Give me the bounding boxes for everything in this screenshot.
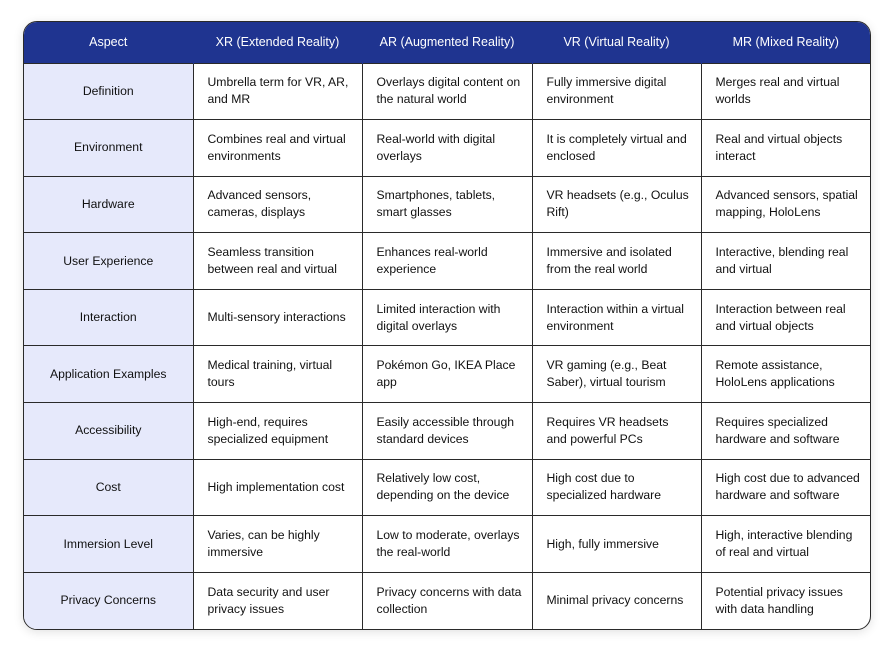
table-cell: Real-world with digital overlays [362, 120, 532, 177]
header-ar: AR (Augmented Reality) [362, 22, 532, 63]
table-cell: Requires specialized hardware and software [701, 403, 870, 460]
table-cell: Fully immersive digital environment [532, 63, 701, 120]
table-row [24, 516, 870, 573]
table-cell: Seamless transition between real and virtual [193, 233, 362, 290]
table-row [24, 459, 870, 516]
table-cell: It is completely virtual and enclosed [532, 120, 701, 177]
table-cell: Interactive, blending real and virtual [701, 233, 870, 290]
table-cell: Interaction between real and virtual objects [701, 289, 870, 346]
table-cell: Privacy concerns with data collection [362, 572, 532, 629]
table-row [24, 233, 870, 290]
table-cell: Relatively low cost, depending on the device [362, 459, 532, 516]
comparison-table [24, 22, 870, 629]
table-cell: Interaction within a virtual environment [532, 289, 701, 346]
table-cell: Potential privacy issues with data handling [701, 572, 870, 629]
row-aspect-label: Immersion Level [24, 516, 193, 573]
table-cell: Smartphones, tablets, smart glasses [362, 176, 532, 233]
table-cell: Low to moderate, overlays the real-world [362, 516, 532, 573]
header-xr: XR (Extended Reality) [193, 22, 362, 63]
row-aspect-label: Privacy Concerns [24, 572, 193, 629]
row-aspect-label: Application Examples [24, 346, 193, 403]
table-cell: Advanced sensors, cameras, displays [193, 176, 362, 233]
row-aspect-label: User Experience [24, 233, 193, 290]
table-cell: High, interactive blending of real and virtual [701, 516, 870, 573]
table-cell: Data security and user privacy issues [193, 572, 362, 629]
table-cell: Minimal privacy concerns [532, 572, 701, 629]
table-cell: Overlays digital content on the natural world [362, 63, 532, 120]
header-mr: MR (Mixed Reality) [701, 22, 870, 63]
table-row [24, 346, 870, 403]
table-cell: Immersive and isolated from the real world [532, 233, 701, 290]
table-cell: High cost due to specialized hardware [532, 459, 701, 516]
header-aspect: Aspect [24, 22, 193, 63]
table-cell: Easily accessible through standard devices [362, 403, 532, 460]
table-row [24, 176, 870, 233]
table-cell: High implementation cost [193, 459, 362, 516]
table-cell: VR headsets (e.g., Oculus Rift) [532, 176, 701, 233]
table-cell: Pokémon Go, IKEA Place app [362, 346, 532, 403]
table-row [24, 289, 870, 346]
table-cell: Advanced sensors, spatial mapping, HoloLens [701, 176, 870, 233]
row-aspect-label: Hardware [24, 176, 193, 233]
row-aspect-label: Interaction [24, 289, 193, 346]
table-row [24, 403, 870, 460]
comparison-table-card [23, 21, 871, 630]
table-cell: Remote assistance, HoloLens applications [701, 346, 870, 403]
table-cell: VR gaming (e.g., Beat Saber), virtual tourism [532, 346, 701, 403]
table-cell: High, fully immersive [532, 516, 701, 573]
table-cell: Real and virtual objects interact [701, 120, 870, 177]
table-header-row [24, 22, 870, 63]
table-cell: High-end, requires specialized equipment [193, 403, 362, 460]
table-cell: Varies, can be highly immersive [193, 516, 362, 573]
table-cell: Multi-sensory interactions [193, 289, 362, 346]
row-aspect-label: Definition [24, 63, 193, 120]
table-cell: High cost due to advanced hardware and software [701, 459, 870, 516]
table-cell: Requires VR headsets and powerful PCs [532, 403, 701, 460]
row-aspect-label: Cost [24, 459, 193, 516]
header-vr: VR (Virtual Reality) [532, 22, 701, 63]
row-aspect-label: Environment [24, 120, 193, 177]
table-row [24, 120, 870, 177]
table-cell: Limited interaction with digital overlays [362, 289, 532, 346]
table-cell: Umbrella term for VR, AR, and MR [193, 63, 362, 120]
table-cell: Enhances real-world experience [362, 233, 532, 290]
table-cell: Combines real and virtual environments [193, 120, 362, 177]
table-cell: Merges real and virtual worlds [701, 63, 870, 120]
row-aspect-label: Accessibility [24, 403, 193, 460]
table-row [24, 63, 870, 120]
table-cell: Medical training, virtual tours [193, 346, 362, 403]
table-row [24, 572, 870, 629]
